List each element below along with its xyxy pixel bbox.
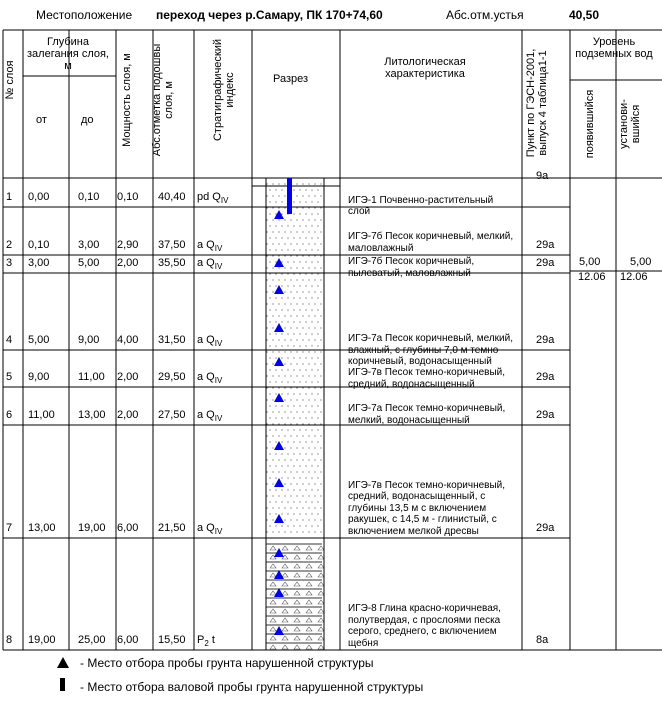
- water-established-date: 12.06: [620, 271, 648, 283]
- layer-no: 5: [6, 371, 13, 383]
- layer-to: 9,00: [78, 334, 100, 346]
- layer-no: 8: [6, 634, 13, 646]
- layer-to: 13,00: [78, 409, 106, 421]
- col-header-litho: Литологическая характеристика: [384, 56, 466, 80]
- layer-abs: 31,50: [158, 334, 186, 346]
- strat-index-sub: IV: [214, 527, 223, 537]
- layer-abs: 35,50: [158, 257, 186, 269]
- strat-index-sub: IV: [220, 196, 229, 206]
- layer-description: ИГЭ-8 Глина красно-коричневая, полутвердая, с прослоями песка серого, среднего, с включением щебня: [348, 603, 501, 649]
- strat-index-sub: 2: [204, 639, 209, 649]
- layer-no: 6: [6, 409, 13, 421]
- layer-strat-index: [197, 191, 228, 207]
- layer-strat-index: [197, 334, 222, 350]
- strat-index-main: a Q: [197, 334, 215, 346]
- water-appeared-level: 5,00: [579, 256, 601, 268]
- layer-to: 11,00: [78, 371, 105, 383]
- layer-gesn: 29а: [536, 239, 555, 251]
- col-header-water-appeared: появившийся: [584, 89, 596, 159]
- layer-abs: 37,50: [158, 239, 186, 251]
- col-header-index: Стратиграфический индекс: [212, 38, 236, 142]
- layer-description: ИГЭ-7в Песок темно-коричневый, средний, водонасыщенный, с глубины 13,5 м с включением ракушек, с 14,5 м - глинистый, с включением мелкой дресвы: [348, 479, 506, 537]
- layer-gesn: 9а: [536, 170, 549, 182]
- location-label: Местоположение: [36, 8, 133, 22]
- strat-index-sub: IV: [214, 262, 223, 272]
- col-header-from: от: [36, 114, 47, 126]
- layer-abs: 29,50: [158, 371, 186, 383]
- col-header-gesn: Пункт по ГЭСН-2001, выпуск 4 таблица1-1: [525, 48, 549, 158]
- layer-thickness: 2,00: [117, 371, 139, 383]
- col-header-to: до: [81, 114, 94, 126]
- layer-from: 0,00: [28, 191, 50, 203]
- layer-description: ИГЭ-7б Песок коричневый, пылеватый, маловлажный: [348, 256, 475, 279]
- layer-description: ИГЭ-7а Песок темно-коричневый, мелкий, водонасыщенный: [348, 403, 506, 426]
- bulk-sample-marker-icon: [287, 178, 292, 214]
- layer-gesn: 29а: [536, 371, 555, 383]
- layer-abs: 27,50: [158, 409, 186, 421]
- layer-from: 9,00: [28, 371, 50, 383]
- layer-to: 19,00: [78, 522, 106, 534]
- layer-description: ИГЭ-7в Песок темно-коричневый, средний, водонасыщенный: [348, 367, 506, 390]
- bulk-sample-marker-icon: [58, 678, 68, 694]
- layer-strat-index: [197, 239, 222, 255]
- section-column-fill: [252, 178, 340, 650]
- strat-index-main: pd Q: [197, 191, 221, 203]
- layer-gesn: 8а: [536, 634, 549, 646]
- layer-gesn: 29а: [536, 522, 555, 534]
- strat-index-sub: IV: [214, 244, 223, 254]
- strat-index-sub: IV: [214, 414, 223, 424]
- layer-no: 1: [6, 191, 13, 203]
- col-header-depth: Глубина залегания слоя, м: [27, 36, 109, 72]
- strat-index-suffix: t: [208, 634, 215, 646]
- layer-gesn: 29а: [536, 334, 555, 346]
- layer-from: 11,00: [28, 409, 55, 421]
- layer-thickness: 2,00: [117, 257, 139, 269]
- layer-from: 5,00: [28, 334, 50, 346]
- layer-no: 7: [6, 522, 13, 534]
- layer-strat-index: [197, 409, 222, 425]
- layer-to: 5,00: [78, 257, 100, 269]
- col-header-water: Уровень подземных вод: [575, 36, 653, 60]
- water-appeared-date: 12.06: [578, 271, 606, 283]
- layer-thickness: 6,00: [117, 522, 139, 534]
- strat-index-main: a Q: [197, 522, 215, 534]
- strat-index-main: a Q: [197, 409, 215, 421]
- layer-no: 4: [6, 334, 13, 346]
- layer-abs: 40,40: [158, 191, 186, 203]
- layer-abs: 15,50: [158, 634, 186, 646]
- layer-thickness: 0,10: [117, 191, 139, 203]
- layer-from: 3,00: [28, 257, 50, 269]
- strat-index-main: a Q: [197, 239, 215, 251]
- col-header-section: Разрез: [273, 73, 309, 85]
- layer-strat-index: [197, 257, 222, 273]
- strat-index-sub: IV: [214, 339, 223, 349]
- layer-thickness: 2,00: [117, 409, 139, 421]
- layer-from: 0,10: [28, 239, 50, 251]
- layer-description: ИГЭ-7б Песок коричневый, мелкий, маловлажный: [348, 231, 514, 254]
- layer-to: 3,00: [78, 239, 100, 251]
- layer-gesn: 29а: [536, 409, 555, 421]
- strat-index-main: a Q: [197, 257, 215, 269]
- layer-strat-index: [197, 634, 215, 650]
- elevation-label: Абс.отм.устья: [446, 8, 524, 22]
- strat-index-sub: IV: [214, 376, 223, 386]
- layer-to: 25,00: [78, 634, 106, 646]
- strat-index-main: a Q: [197, 371, 215, 383]
- layer-no: 3: [6, 257, 13, 269]
- legend-disturbed-sample: - Место отбора пробы грунта нарушенной структуры: [80, 656, 374, 670]
- layer-to: 0,10: [78, 191, 100, 203]
- col-header-water-established: установи-вшийся: [618, 99, 642, 149]
- layer-from: 19,00: [28, 634, 56, 646]
- col-header-thickness: Мощность слоя, м: [121, 53, 133, 147]
- elevation-value-text: 40,50: [569, 8, 600, 22]
- strat-index-main: P: [197, 634, 205, 646]
- col-header-no: № слоя: [4, 60, 16, 100]
- layer-from: 13,00: [28, 522, 56, 534]
- layer-description: ИГЭ-1 Почвенно-растительный слой: [348, 194, 494, 217]
- layer-description: ИГЭ-7а Песок коричневый, мелкий, влажный, с глубины 7,0 м темно-коричневый, водонасыщенный: [348, 333, 513, 367]
- layer-abs: 21,50: [158, 522, 186, 534]
- location-value-text: переход через р.Самару, ПК 170+74,60: [156, 8, 383, 22]
- layer-thickness: 2,90: [117, 239, 139, 251]
- triangle-marker-icon: [56, 656, 70, 670]
- layer-gesn: 29а: [536, 257, 555, 269]
- legend-bulk-sample: - Место отбора валовой пробы грунта нарушенной структуры: [80, 680, 424, 694]
- layer-thickness: 6,00: [117, 634, 139, 646]
- layer-strat-index: [197, 371, 222, 387]
- water-established-level: 5,00: [630, 256, 652, 268]
- layer-thickness: 4,00: [117, 334, 139, 346]
- layer-strat-index: [197, 522, 222, 538]
- layer-no: 2: [6, 239, 13, 251]
- col-header-abs: Абс.отметка подошвы слоя, м: [151, 43, 175, 157]
